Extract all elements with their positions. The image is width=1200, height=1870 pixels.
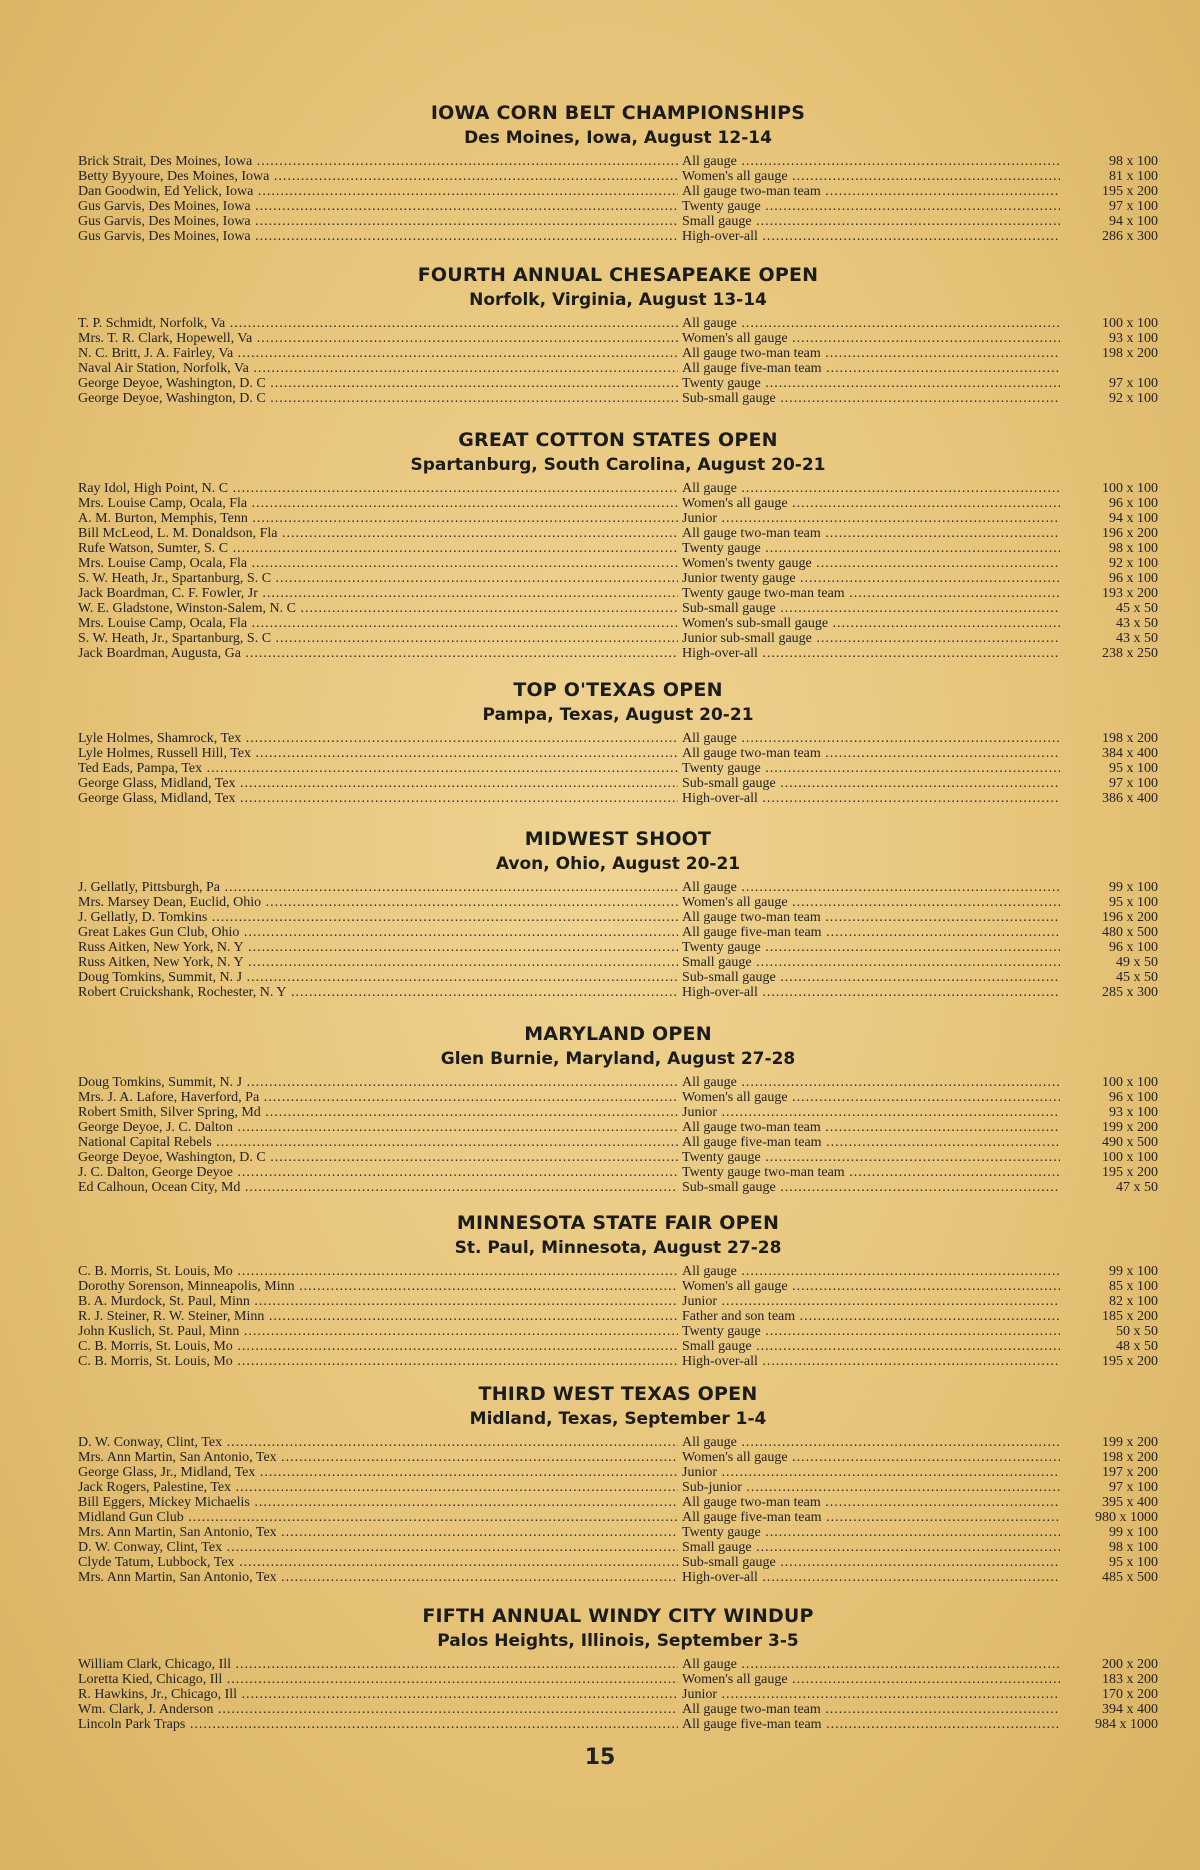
winner-name: Mrs. Ann Martin, San Antonio, Tex ..... (78, 1450, 678, 1465)
score: 96 x 100 (1109, 496, 1158, 511)
result-row (78, 154, 1158, 169)
result-row (78, 1495, 1158, 1510)
result-row (78, 1570, 1158, 1585)
result-row (78, 1555, 1158, 1570)
event-type: Twenty gauge ..... (682, 1150, 1060, 1165)
winner-name: A. M. Burton, Memphis, Tenn ..... (78, 511, 678, 526)
score: 198 x 200 (1102, 1450, 1158, 1465)
winner-name: Doug Tomkins, Summit, N. J ..... (78, 1075, 678, 1090)
event-block (78, 262, 1158, 406)
winner-name: B. A. Murdock, St. Paul, Minn ..... (78, 1294, 678, 1309)
event-title: MARYLAND OPEN (524, 1023, 712, 1045)
winner-name: Jack Boardman, Augusta, Ga ..... (78, 646, 678, 661)
score: 386 x 400 (1102, 791, 1158, 806)
result-row (78, 1180, 1158, 1195)
winner-name: Midland Gun Club ..... (78, 1510, 678, 1525)
event-type: All gauge ..... (682, 481, 1060, 496)
winner-name: Lyle Holmes, Shamrock, Tex ..... (78, 731, 678, 746)
score: 94 x 100 (1109, 214, 1158, 229)
score: 85 x 100 (1109, 1279, 1158, 1294)
winner-name: George Glass, Jr., Midland, Tex ..... (78, 1465, 678, 1480)
event-type: Twenty gauge two-man team ..... (682, 586, 1060, 601)
event-type: All gauge two-man team ..... (682, 184, 1060, 199)
winner-name: Dorothy Sorenson, Minneapolis, Minn ..... (78, 1279, 678, 1294)
winner-name: Jack Boardman, C. F. Fowler, Jr ..... (78, 586, 678, 601)
score: 50 x 50 (1116, 1324, 1158, 1339)
result-row (78, 1120, 1158, 1135)
winner-name: Mrs. Ann Martin, San Antonio, Tex ..... (78, 1570, 678, 1585)
score: 195 x 200 (1102, 1165, 1158, 1180)
score: 100 x 100 (1102, 481, 1158, 496)
winner-name: Robert Cruickshank, Rochester, N. Y ..... (78, 985, 678, 1000)
event-type: Women's sub-small gauge ..... (682, 616, 1060, 631)
event-type: All gauge two-man team ..... (682, 526, 1060, 541)
score: 384 x 400 (1102, 746, 1158, 761)
event-type: Junior ..... (682, 511, 1060, 526)
event-block (78, 826, 1158, 1000)
result-row (78, 199, 1158, 214)
winner-name: T. P. Schmidt, Norfolk, Va ..... (78, 316, 678, 331)
winner-name: Lyle Holmes, Russell Hill, Tex ..... (78, 746, 678, 761)
score: 49 x 50 (1116, 955, 1158, 970)
result-row (78, 1135, 1158, 1150)
score: 92 x 100 (1109, 391, 1158, 406)
result-row (78, 1264, 1158, 1279)
event-title: TOP O'TEXAS OPEN (513, 679, 723, 701)
result-row (78, 571, 1158, 586)
result-row (78, 1465, 1158, 1480)
winner-name: Loretta Kied, Chicago, Ill ..... (78, 1672, 678, 1687)
result-row (78, 761, 1158, 776)
winner-name: Lincoln Park Traps ..... (78, 1717, 678, 1732)
event-type: All gauge two-man team ..... (682, 746, 1060, 761)
winner-name: George Deyoe, J. C. Dalton ..... (78, 1120, 678, 1135)
score: 196 x 200 (1102, 910, 1158, 925)
score: 99 x 100 (1109, 1525, 1158, 1540)
score: 199 x 200 (1102, 1435, 1158, 1450)
result-row (78, 1702, 1158, 1717)
result-row (78, 1324, 1158, 1339)
winner-name: D. W. Conway, Clint, Tex ..... (78, 1540, 678, 1555)
event-type: All gauge two-man team ..... (682, 346, 1060, 361)
winner-name: Robert Smith, Silver Spring, Md ..... (78, 1105, 678, 1120)
result-row (78, 1672, 1158, 1687)
event-type: Twenty gauge ..... (682, 199, 1060, 214)
event-block (78, 1021, 1158, 1195)
result-row (78, 731, 1158, 746)
result-row (78, 376, 1158, 391)
result-row (78, 184, 1158, 199)
result-row (78, 1717, 1158, 1732)
event-type: All gauge ..... (682, 1264, 1060, 1279)
event-title: IOWA CORN BELT CHAMPIONSHIPS (430, 102, 806, 124)
result-row (78, 1540, 1158, 1555)
event-type: Twenty gauge ..... (682, 1525, 1060, 1540)
score: 185 x 200 (1102, 1309, 1158, 1324)
result-row (78, 229, 1158, 244)
score: 193 x 200 (1102, 586, 1158, 601)
event-type: Junior sub-small gauge ..... (682, 631, 1060, 646)
score: 47 x 50 (1116, 1180, 1158, 1195)
score: 96 x 100 (1109, 940, 1158, 955)
result-row (78, 511, 1158, 526)
winner-name: J. Gellatly, Pittsburgh, Pa ..... (78, 880, 678, 895)
event-location-date: Midland, Texas, September 1-4 (469, 1409, 767, 1429)
score: 96 x 100 (1109, 1090, 1158, 1105)
result-row (78, 586, 1158, 601)
event-type: Twenty gauge two-man team ..... (682, 1165, 1060, 1180)
event-location-date: Pampa, Texas, August 20-21 (482, 705, 754, 725)
winner-name: C. B. Morris, St. Louis, Mo ..... (78, 1264, 678, 1279)
score: 195 x 200 (1102, 1354, 1158, 1369)
result-row (78, 1294, 1158, 1309)
event-type: High-over-all ..... (682, 1354, 1060, 1369)
winner-name: Ray Idol, High Point, N. C ..... (78, 481, 678, 496)
result-row (78, 791, 1158, 806)
event-type: All gauge ..... (682, 731, 1060, 746)
score: 198 x 200 (1102, 346, 1158, 361)
winner-name: Doug Tomkins, Summit, N. J ..... (78, 970, 678, 985)
result-row (78, 1150, 1158, 1165)
event-type: Sub-small gauge ..... (682, 1180, 1060, 1195)
winner-name: C. B. Morris, St. Louis, Mo ..... (78, 1354, 678, 1369)
event-type: All gauge five-man team ..... (682, 1135, 1060, 1150)
winner-name: Mrs. T. R. Clark, Hopewell, Va ..... (78, 331, 678, 346)
winner-name: National Capital Rebels ..... (78, 1135, 678, 1150)
score: 198 x 200 (1102, 731, 1158, 746)
score: 81 x 100 (1109, 169, 1158, 184)
result-row (78, 346, 1158, 361)
winner-name: Russ Aitken, New York, N. Y ..... (78, 940, 678, 955)
event-title: THIRD WEST TEXAS OPEN (478, 1383, 758, 1405)
score: 97 x 100 (1109, 1480, 1158, 1495)
event-title: MINNESOTA STATE FAIR OPEN (456, 1212, 780, 1234)
event-type: Small gauge ..... (682, 1339, 1060, 1354)
result-row (78, 646, 1158, 661)
result-row (78, 985, 1158, 1000)
score: 93 x 100 (1109, 331, 1158, 346)
score: 43 x 50 (1116, 631, 1158, 646)
winner-name: George Glass, Midland, Tex ..... (78, 776, 678, 791)
result-row (78, 556, 1158, 571)
score: 98 x 100 (1109, 154, 1158, 169)
event-block (78, 100, 1158, 244)
score: 100 x 100 (1102, 1150, 1158, 1165)
result-row (78, 1090, 1158, 1105)
result-row (78, 526, 1158, 541)
winner-name: Bill Eggers, Mickey Michaelis ..... (78, 1495, 678, 1510)
score: 238 x 250 (1102, 646, 1158, 661)
event-type: Sub-junior ..... (682, 1480, 1060, 1495)
event-type: High-over-all ..... (682, 646, 1060, 661)
event-type: Junior ..... (682, 1105, 1060, 1120)
event-location-date: Spartanburg, South Carolina, August 20-21 (410, 455, 826, 475)
score: 97 x 100 (1109, 776, 1158, 791)
event-type: Sub-small gauge ..... (682, 970, 1060, 985)
score: 99 x 100 (1109, 880, 1158, 895)
result-row (78, 1525, 1158, 1540)
event-type: High-over-all ..... (682, 229, 1060, 244)
result-row (78, 1279, 1158, 1294)
page-number: 15 (584, 1745, 616, 1770)
winner-name: Naval Air Station, Norfolk, Va ..... (78, 361, 678, 376)
result-row (78, 1510, 1158, 1525)
result-row (78, 776, 1158, 791)
result-row (78, 1309, 1158, 1324)
score: 99 x 100 (1109, 1264, 1158, 1279)
result-row (78, 746, 1158, 761)
result-row (78, 895, 1158, 910)
event-type: All gauge ..... (682, 1075, 1060, 1090)
score: 197 x 200 (1102, 1465, 1158, 1480)
result-row (78, 1687, 1158, 1702)
winner-name: Mrs. J. A. Lafore, Haverford, Pa ..... (78, 1090, 678, 1105)
winner-name: Gus Garvis, Des Moines, Iowa ..... (78, 229, 678, 244)
winner-name: William Clark, Chicago, Ill ..... (78, 1657, 678, 1672)
event-location-date: Norfolk, Virginia, August 13-14 (469, 290, 767, 310)
score: 48 x 50 (1116, 1339, 1158, 1354)
event-block (78, 1210, 1158, 1369)
winner-name: R. Hawkins, Jr., Chicago, Ill ..... (78, 1687, 678, 1702)
result-row (78, 1657, 1158, 1672)
winner-name: Bill McLeod, L. M. Donaldson, Fla ..... (78, 526, 678, 541)
score: 97 x 100 (1109, 376, 1158, 391)
winner-name: George Glass, Midland, Tex ..... (78, 791, 678, 806)
result-row (78, 496, 1158, 511)
event-type: Sub-small gauge ..... (682, 776, 1060, 791)
event-type: Junior ..... (682, 1465, 1060, 1480)
winner-name: Ed Calhoun, Ocean City, Md ..... (78, 1180, 678, 1195)
event-type: Women's all gauge ..... (682, 331, 1060, 346)
event-type: Women's twenty gauge ..... (682, 556, 1060, 571)
winner-name: Jack Rogers, Palestine, Tex ..... (78, 1480, 678, 1495)
score: 98 x 100 (1109, 1540, 1158, 1555)
score: 984 x 1000 (1095, 1717, 1158, 1732)
score: 480 x 500 (1102, 925, 1158, 940)
event-type: All gauge five-man team ..... (682, 1510, 1060, 1525)
event-type: Small gauge ..... (682, 955, 1060, 970)
result-row (78, 316, 1158, 331)
result-row (78, 1354, 1158, 1369)
winner-name: R. J. Steiner, R. W. Steiner, Minn ..... (78, 1309, 678, 1324)
score: 95 x 100 (1109, 1555, 1158, 1570)
event-location-date: Avon, Ohio, August 20-21 (495, 854, 741, 874)
event-type: Small gauge ..... (682, 214, 1060, 229)
winner-name: W. E. Gladstone, Winston-Salem, N. C ..... (78, 601, 678, 616)
event-type: All gauge two-man team ..... (682, 1120, 1060, 1135)
winner-name: S. W. Heath, Jr., Spartanburg, S. C ..... (78, 571, 678, 586)
score: 94 x 100 (1109, 511, 1158, 526)
event-type: Twenty gauge ..... (682, 940, 1060, 955)
score: 43 x 50 (1116, 616, 1158, 631)
result-row (78, 631, 1158, 646)
score: 45 x 50 (1116, 970, 1158, 985)
score: 196 x 200 (1102, 526, 1158, 541)
event-type: All gauge two-man team ..... (682, 910, 1060, 925)
winner-name: D. W. Conway, Clint, Tex ..... (78, 1435, 678, 1450)
score: 285 x 300 (1102, 985, 1158, 1000)
result-row (78, 1105, 1158, 1120)
score: 170 x 200 (1102, 1687, 1158, 1702)
winner-name: Clyde Tatum, Lubbock, Tex ..... (78, 1555, 678, 1570)
result-row (78, 1450, 1158, 1465)
winner-name: Mrs. Marsey Dean, Euclid, Ohio ..... (78, 895, 678, 910)
winner-name: Gus Garvis, Des Moines, Iowa ..... (78, 199, 678, 214)
event-type: All gauge five-man team ..... (682, 361, 1060, 376)
score: 100 x 100 (1102, 316, 1158, 331)
score: 395 x 400 (1102, 1495, 1158, 1510)
event-title: FOURTH ANNUAL CHESAPEAKE OPEN (417, 264, 819, 286)
result-row (78, 1339, 1158, 1354)
event-type: Women's all gauge ..... (682, 1279, 1060, 1294)
score: 286 x 300 (1102, 229, 1158, 244)
event-location-date: St. Paul, Minnesota, August 27-28 (454, 1238, 782, 1258)
winner-name: Mrs. Louise Camp, Ocala, Fla ..... (78, 496, 678, 511)
winner-name: Gus Garvis, Des Moines, Iowa ..... (78, 214, 678, 229)
score: 93 x 100 (1109, 1105, 1158, 1120)
winner-name: Brick Strait, Des Moines, Iowa ..... (78, 154, 678, 169)
winner-name: Mrs. Ann Martin, San Antonio, Tex ..... (78, 1525, 678, 1540)
event-type: High-over-all ..... (682, 791, 1060, 806)
event-type: All gauge two-man team ..... (682, 1495, 1060, 1510)
event-location-date: Des Moines, Iowa, August 12-14 (464, 128, 772, 148)
winner-name: John Kuslich, St. Paul, Minn ..... (78, 1324, 678, 1339)
winner-name: Great Lakes Gun Club, Ohio ..... (78, 925, 678, 940)
event-location-date: Glen Burnie, Maryland, August 27-28 (440, 1049, 796, 1069)
score: 195 x 200 (1102, 184, 1158, 199)
result-row (78, 925, 1158, 940)
event-type: Women's all gauge ..... (682, 1450, 1060, 1465)
score: 980 x 1000 (1095, 1510, 1158, 1525)
result-row (78, 616, 1158, 631)
event-type: All gauge ..... (682, 154, 1060, 169)
event-type: High-over-all ..... (682, 1570, 1060, 1585)
event-title: MIDWEST SHOOT (524, 828, 712, 850)
result-row (78, 970, 1158, 985)
result-row (78, 1075, 1158, 1090)
event-type: Women's all gauge ..... (682, 1672, 1060, 1687)
event-type: All gauge ..... (682, 1657, 1060, 1672)
event-type: Women's all gauge ..... (682, 169, 1060, 184)
event-type: Women's all gauge ..... (682, 496, 1060, 511)
winner-name: Russ Aitken, New York, N. Y ..... (78, 955, 678, 970)
result-row (78, 940, 1158, 955)
score: 82 x 100 (1109, 1294, 1158, 1309)
result-row (78, 481, 1158, 496)
result-row (78, 1165, 1158, 1180)
score: 95 x 100 (1109, 895, 1158, 910)
score: 97 x 100 (1109, 199, 1158, 214)
event-type: Junior ..... (682, 1687, 1060, 1702)
score: 100 x 100 (1102, 1075, 1158, 1090)
event-type: Twenty gauge ..... (682, 541, 1060, 556)
event-block (78, 677, 1158, 806)
winner-name: George Deyoe, Washington, D. C ..... (78, 376, 678, 391)
result-row (78, 1435, 1158, 1450)
event-type: Twenty gauge ..... (682, 1324, 1060, 1339)
result-row (78, 361, 1158, 376)
score: 199 x 200 (1102, 1120, 1158, 1135)
score: 96 x 100 (1109, 571, 1158, 586)
event-block (78, 1603, 1158, 1732)
event-type: Sub-small gauge ..... (682, 1555, 1060, 1570)
winner-name: Wm. Clark, J. Anderson ..... (78, 1702, 678, 1717)
event-type: Junior ..... (682, 1294, 1060, 1309)
winner-name: Dan Goodwin, Ed Yelick, Iowa ..... (78, 184, 678, 199)
event-title: FIFTH ANNUAL WINDY CITY WINDUP (422, 1605, 814, 1627)
winner-name: C. B. Morris, St. Louis, Mo ..... (78, 1339, 678, 1354)
event-type: Junior twenty gauge ..... (682, 571, 1060, 586)
result-row (78, 541, 1158, 556)
score: 95 x 100 (1109, 761, 1158, 776)
event-type: Sub-small gauge ..... (682, 391, 1060, 406)
winner-name: Mrs. Louise Camp, Ocala, Fla ..... (78, 556, 678, 571)
score: 183 x 200 (1102, 1672, 1158, 1687)
event-type: Twenty gauge ..... (682, 376, 1060, 391)
result-row (78, 910, 1158, 925)
event-location-date: Palos Heights, Illinois, September 3-5 (437, 1631, 799, 1651)
winner-name: J. Gellatly, D. Tomkins ..... (78, 910, 678, 925)
score: 394 x 400 (1102, 1702, 1158, 1717)
event-type: All gauge five-man team ..... (682, 925, 1060, 940)
event-type: Women's all gauge ..... (682, 1090, 1060, 1105)
winner-name: Ted Eads, Pampa, Tex ..... (78, 761, 678, 776)
winner-name: George Deyoe, Washington, D. C ..... (78, 391, 678, 406)
score: 45 x 50 (1116, 601, 1158, 616)
result-row (78, 331, 1158, 346)
winner-name: S. W. Heath, Jr., Spartanburg, S. C ..... (78, 631, 678, 646)
winner-name: Rufe Watson, Sumter, S. C ..... (78, 541, 678, 556)
event-block (78, 427, 1158, 661)
score: 98 x 100 (1109, 541, 1158, 556)
winner-name: N. C. Britt, J. A. Fairley, Va ..... (78, 346, 678, 361)
event-block (78, 1381, 1158, 1585)
event-type: Twenty gauge ..... (682, 761, 1060, 776)
result-row (78, 601, 1158, 616)
winner-name: Betty Byyoure, Des Moines, Iowa ..... (78, 169, 678, 184)
result-row (78, 880, 1158, 895)
score: 485 x 500 (1102, 1570, 1158, 1585)
event-type: Women's all gauge ..... (682, 895, 1060, 910)
event-type: All gauge ..... (682, 1435, 1060, 1450)
result-row (78, 1480, 1158, 1495)
score: 490 x 500 (1102, 1135, 1158, 1150)
result-row (78, 391, 1158, 406)
event-type: Sub-small gauge ..... (682, 601, 1060, 616)
winner-name: George Deyoe, Washington, D. C ..... (78, 1150, 678, 1165)
result-row (78, 214, 1158, 229)
event-type: All gauge ..... (682, 316, 1060, 331)
event-title: GREAT COTTON STATES OPEN (458, 429, 778, 451)
winner-name: J. C. Dalton, George Deyoe ..... (78, 1165, 678, 1180)
result-row (78, 955, 1158, 970)
winner-name: Mrs. Louise Camp, Ocala, Fla ..... (78, 616, 678, 631)
event-type: Father and son team ..... (682, 1309, 1060, 1324)
result-row (78, 169, 1158, 184)
score: 92 x 100 (1109, 556, 1158, 571)
event-type: Small gauge ..... (682, 1540, 1060, 1555)
event-type: High-over-all ..... (682, 985, 1060, 1000)
event-type: All gauge two-man team ..... (682, 1702, 1060, 1717)
event-type: All gauge ..... (682, 880, 1060, 895)
event-type: All gauge five-man team ..... (682, 1717, 1060, 1732)
score: 200 x 200 (1102, 1657, 1158, 1672)
